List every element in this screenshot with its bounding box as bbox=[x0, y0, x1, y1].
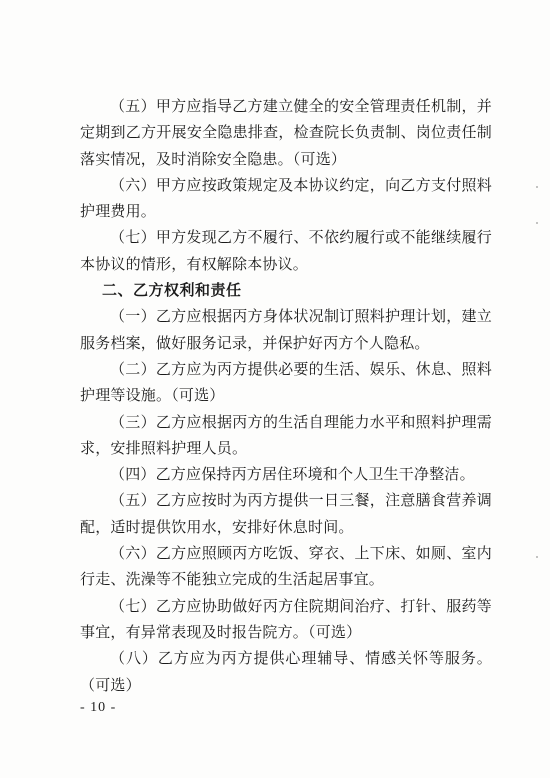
paragraph-two-yi: （二）乙方应为丙方提供必要的生活、娱乐、休息、照料护理等设施。（可选） bbox=[80, 359, 492, 405]
document-body bbox=[80, 93, 492, 698]
section-heading-yi-rights: 二、乙方权利和责任 bbox=[102, 281, 242, 300]
scan-speck bbox=[536, 556, 538, 558]
page-number: - 10 - bbox=[80, 700, 117, 715]
paragraph-four-yi: （四）乙方应保持丙方居住环境和个人卫生干净整洁。 bbox=[110, 465, 475, 484]
paragraph-eight-yi: （八）乙方应为丙方提供心理辅导、情感关怀等服务。（可选） bbox=[80, 649, 492, 694]
paragraph-seven-yi: （七）乙方应协助做好丙方住院期间治疗、打针、服药等事宜，有异常表现及时报告院方。（可选） bbox=[80, 596, 492, 641]
paragraph-one-yi: （一）乙方应根据丙方身体状况制订照料护理计划，建立服务档案，做好服务记录，并保护好丙方个人隐私。 bbox=[80, 307, 492, 352]
paragraph-three-yi: （三）乙方应根据丙方的生活自理能力水平和照料护理需求，安排照料护理人员。 bbox=[80, 412, 492, 457]
paragraph-five-yi: （五）乙方应按时为丙方提供一日三餐，注意膳食营养调配，适时提供饮用水，安排好休息时间。 bbox=[80, 491, 492, 536]
scan-speck bbox=[536, 186, 538, 188]
paragraph-six-jia: （六）甲方应按政策规定及本协议约定，向乙方支付照料护理费用。 bbox=[80, 175, 492, 221]
paragraph-seven-jia: （七）甲方发现乙方不履行、不依约履行或不能继续履行本协议的情形，有权解除本协议。 bbox=[80, 228, 492, 273]
scan-speck bbox=[536, 222, 538, 224]
paragraph-six-yi: （六）乙方应照顾丙方吃饭、穿衣、上下床、如厕、室内行走、洗澡等不能独立完成的生活起居事宜。 bbox=[80, 544, 492, 589]
paragraph-five-jia: （五）甲方应指导乙方建立健全的安全管理责任机制，并定期到乙方开展安全隐患排查，检查院长负责制、岗位责任制落实情况，及时消除安全隐患。（可选） bbox=[80, 97, 492, 168]
